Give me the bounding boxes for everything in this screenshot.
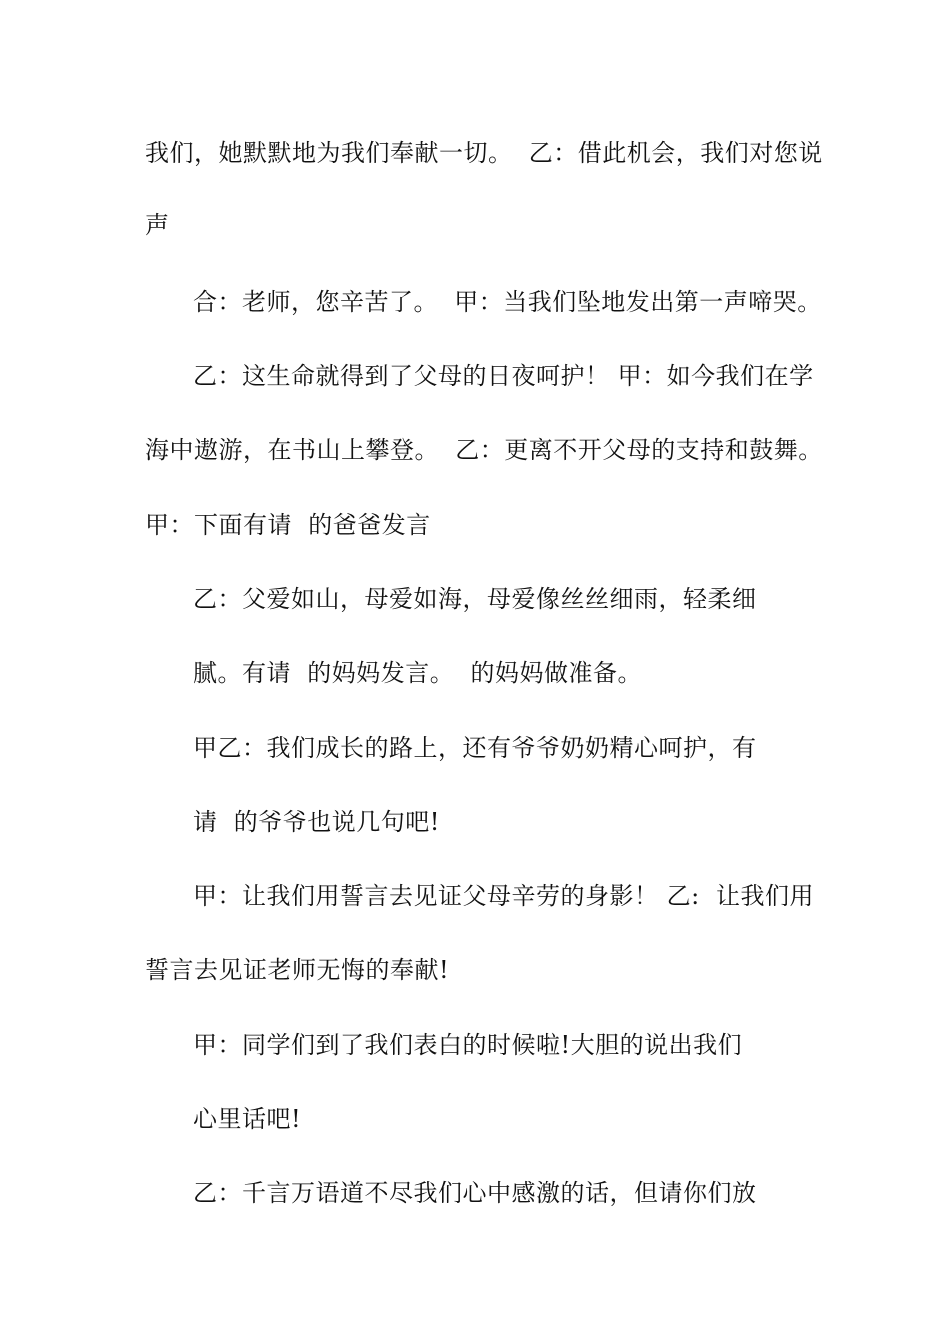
text-line: 心里话吧! xyxy=(193,1105,302,1133)
text-line: 我们，她默默地为我们奉献一切。 乙：借此机会，我们对您说 xyxy=(145,139,823,167)
text-line: 誓言去见证老师无悔的奉献! xyxy=(145,956,450,984)
text-line: 甲：让我们用誓言去见证父母辛劳的身影！ 乙: 让我们用 xyxy=(193,882,814,910)
text-line: 声 xyxy=(145,211,170,239)
text-line: 乙：这生命就得到了父母的日夜呵护！ 甲：如今我们在学 xyxy=(193,362,814,390)
text-line: 乙：千言万语道不尽我们心中感激的话，但请你们放 xyxy=(193,1179,757,1207)
text-line: 甲乙：我们成长的路上，还有爷爷奶奶精心呵护，有 xyxy=(193,734,757,762)
text-line: 请 的爷爷也说几句吧! xyxy=(193,808,440,836)
text-line: 甲：同学们到了我们表白的时候啦!大胆的说出我们 xyxy=(193,1031,743,1059)
text-line: 腻。有请 的妈妈发言。 的妈妈做准备。 xyxy=(193,659,643,687)
text-line: 合：老师，您辛苦了。 甲：当我们坠地发出第一声啼哭。 xyxy=(193,288,822,316)
text-line: 乙：父爱如山，母爱如海，母爱像丝丝细雨，轻柔细 xyxy=(193,585,757,613)
text-line: 甲：下面有请 的爸爸发言 xyxy=(145,511,431,539)
text-line: 海中遨游，在书山上攀登。 乙：更离不开父母的支持和鼓舞。 xyxy=(145,436,823,464)
